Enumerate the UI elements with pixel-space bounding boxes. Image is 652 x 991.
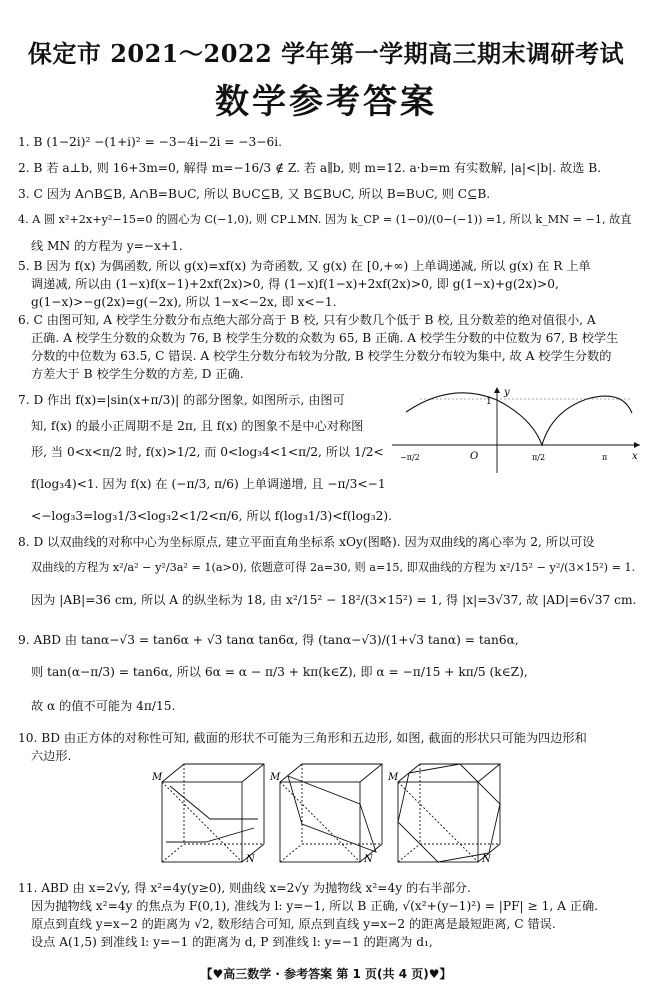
m-label-1: M [152, 772, 163, 783]
pi-label: π [602, 453, 608, 462]
n-label-2: N [364, 854, 373, 865]
answer-line: 原点到直线 y=x−2 的距离为 √2, 数形结合可知, 原点到直线 y=x−2 的距离是最短距离, C 错误. [31, 917, 556, 931]
answer-line: 11. ABD 由 x=2√y, 得 x²=4y(y≥0), 则曲线 x=2√y 为抛物线 x²=4y 的右半部分. [18, 881, 471, 895]
pi2-label: π/2 [532, 453, 546, 462]
answer-line: 1. B (1−2i)² −(1+i)² = −3−4i−2i = −3−6i. [18, 135, 283, 149]
answer-key-title: 数学参考答案 [215, 82, 437, 122]
answer-line: 7. D 作出 f(x)=|sin(x+π/3)| 的部分图象, 如图所示, 由图可 [18, 393, 345, 407]
n-label-3: N [482, 854, 491, 865]
answer-line: 分数的中位数为 63.5, C 错误. A 校学生分数分布较为分散, B 校学生分数分布较为集中, 故 A 校学生分数的 [31, 349, 612, 363]
one-label: 1 [486, 397, 492, 407]
cube-2 [280, 764, 382, 862]
answer-line: 3. C 因为 A∩B⊆B, A∩B=B∪C, 所以 B∪C⊆B, 又 B⊆B∪C, 所以 B=B∪C, 则 C⊆B. [18, 187, 491, 201]
cube-figures [150, 760, 530, 868]
answer-line: 调递减, 所以由 (1−x)f(x−1)+2xf(2x)>0, 得 (1−x)f(1−x)+2xf(2x)>0, 即 g(1−x)+g(2x)>0, [31, 277, 559, 291]
answer-line: 则 tan(α−π/3) = tan6α, 所以 6α = α − π/3 + kπ(k∈Z), 即 α = −π/15 + kπ/5 (k∈Z), [31, 665, 528, 679]
answer-line: 5. B 因为 f(x) 为偶函数, 所以 g(x)=xf(x) 为奇函数, 又 g(x) 在 [0,+∞) 上单调递减, 所以 g(x) 在 R 上单 [18, 259, 591, 273]
sine-graph [392, 383, 642, 478]
answer-line: 方差大于 B 校学生分数的方差, D 正确. [31, 367, 244, 381]
answer-line: 因为抛物线 x²=4y 的焦点为 F(0,1), 准线为 l: y=−1, 所以 B 正确, √(x²+(y−1)²) = |PF| ≥ 1, A 正确. [31, 899, 599, 913]
m-label-2: M [270, 772, 281, 783]
answer-line: 设点 A(1,5) 到准线 l: y=−1 的距离为 d, P 到准线 l: y=−1 的距离为 d₁, [31, 935, 433, 949]
answer-line: 故 α 的值不可能为 4π/15. [31, 699, 176, 713]
x-label: x [632, 451, 638, 462]
answer-line: 10. BD 由正方体的对称性可知, 截面的形状不可能为三角形和五边形, 如图, 截面的形状只可能为四边形和 [18, 731, 587, 745]
answer-line: g(1−x)>−g(2x)=g(−2x), 所以 1−x<−2x, 即 x<−1. [31, 295, 337, 309]
y-axis-arrow [494, 387, 500, 393]
answer-line: 形, 当 0<x<π/2 时, f(x)>1/2, 而 0<log₃4<1<π/2, 所以 1/2< [31, 445, 384, 459]
answer-line: 6. C 由图可知, A 校学生分数分布点绝大部分高于 B 校, 只有少数几个低于 B 校, 且分数差的绝对值很小, A [18, 313, 596, 327]
answer-line: 9. ABD 由 tanα−√3 = tan6α + √3 tanα tan6α, 得 (tanα−√3)/(1+√3 tanα) = tan6α, [18, 633, 519, 647]
x-axis-arrow [634, 442, 640, 448]
answer-line: 8. D 以双曲线的对称中心为坐标原点, 建立平面直角坐标系 xOy(图略). 因为双曲线的离心率为 2, 所以可设 [18, 535, 595, 549]
answer-line: 知, f(x) 的最小正周期不是 2π, 且 f(x) 的图象不是中心对称图 [31, 419, 364, 433]
n-label-1: N [246, 854, 255, 865]
answer-line: 正确. A 校学生分数的众数为 76, B 校学生分数的众数为 65, B 正确. A 校学生分数的中位数为 67, B 校学生 [31, 331, 619, 345]
exam-title: 保定市 2021～2022 学年第一学期高三期末调研考试 [27, 39, 625, 68]
cube-3 [398, 764, 500, 862]
neg-pi2-label: −π/2 [400, 453, 420, 462]
answer-line: 线 MN 的方程为 y=−x+1. [31, 239, 183, 253]
answer-line: 因为 |AB|=36 cm, 所以 A 的纵坐标为 18, 由 x²/15² − 18²/(3×15²) = 1, 得 |x|=3√37, 故 |AD|=6√37 cm. [31, 593, 637, 607]
answer-line: f(log₃4)<1. 因为 f(x) 在 (−π/3, π/6) 上单调递增, 且 −π/3<−1 [31, 477, 386, 491]
answer-line: 2. B 若 a⊥b, 则 16+3m=0, 解得 m=−16/3 ∉ Z. 若 a∥b, 则 m=12. a·b=m 有实数解, |a|<|b|. 故选 B. [18, 161, 602, 175]
answer-line: 六边形. [31, 749, 72, 763]
answer-line: 4. A 圆 x²+2x+y²−15=0 的圆心为 C(−1,0), 则 CP⊥MN. 因为 k_CP = (1−0)/(0−(−1)) =1, 所以 k_MN = −1, 故直 [18, 213, 632, 226]
origin-label: O [470, 451, 479, 462]
page-footer: 【♥高三数学 · 参考答案 第 1 页(共 4 页)♥】 [200, 967, 452, 981]
answer-line: 双曲线的方程为 x²/a² − y²/3a² = 1(a>0), 依题意可得 2a=30, 则 a=15, 即双曲线的方程为 x²/15² − y²/(3×15²) = 1. [31, 561, 636, 574]
answer-line: <−log₃3=log₃1/3<log₃2<1/2<π/6, 所以 f(log₃1/3)<f(log₃2). [31, 509, 392, 523]
cube-1 [162, 764, 264, 862]
curve [406, 393, 632, 445]
m-label-3: M [388, 772, 399, 783]
y-label: y [504, 387, 510, 398]
